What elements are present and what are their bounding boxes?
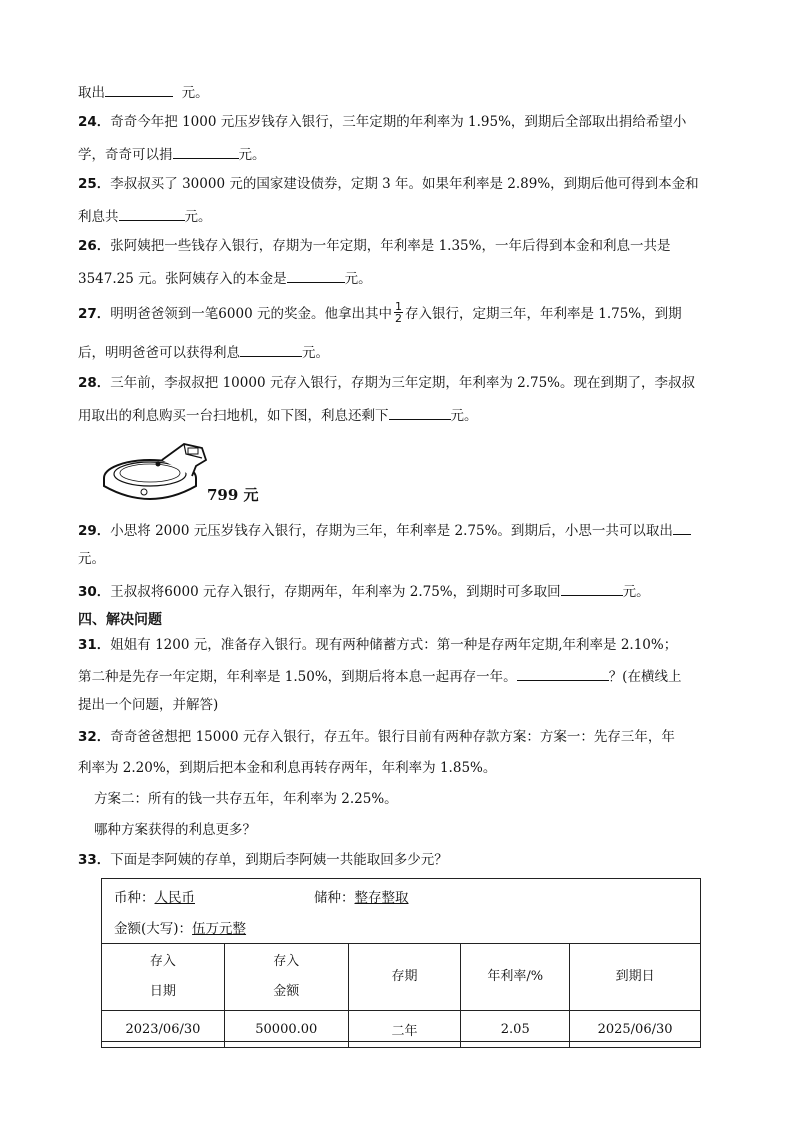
vacuum-price: 799 元 (207, 486, 259, 504)
question-30-line1: 30．王叔叔将6000 元存入银行，存期两年，年利率为 2.75%，到期时可多取回 元。 (78, 581, 650, 601)
deposit-date-cell: 2023/06/30 (102, 1011, 225, 1048)
amount-field: 金额(大写)：伍万元整 (114, 921, 247, 937)
header-deposit-amount: 存入 金额 (224, 944, 348, 1011)
question-31-line1: 31．姐姐有 1200 元，准备存入银行。现有两种储蓄方式：第一种是存两年定期,年利率是 2.10%； (78, 637, 678, 653)
question-33-line1: 33．下面是李阿姨的存单，到期后李阿姨一共能取回多少元？ (78, 852, 448, 868)
q23-continuation: 取出 元。 (78, 82, 209, 102)
question-32-line3: 方案二：所有的钱一共存五年，年利率为 2.25%。 (94, 791, 398, 807)
answer-blank[interactable] (119, 206, 185, 221)
header-rate: 年利率/% (461, 944, 570, 1011)
question-29-line1: 29．小思将 2000 元压岁钱存入银行，存期为三年，年利率是 2.75%。到期后，小思一共可以取出 (78, 520, 691, 540)
robot-vacuum-image (100, 436, 220, 504)
question-25-line2: 利息共 元。 (78, 206, 212, 226)
question-32-line2: 利率为 2.20%，到期后把本金和利息再转存两年，年利率为 1.85%。 (78, 760, 497, 776)
question-27-line2: 后，明明爸爸可以获得利息 元。 (78, 342, 329, 362)
maturity-cell: 2025/06/30 (570, 1011, 701, 1048)
question-32-line4: 哪种方案获得的利息更多？ (94, 822, 256, 838)
answer-blank[interactable] (517, 666, 609, 681)
header-deposit-date: 存入 日期 (102, 944, 225, 1011)
question-27-line1: 27．明明爸爸领到一笔6000 元的奖金。他拿出其中 $\frac{1}{2}$ 存入银行，定期三年，年利率是 1.75%，到期 (78, 300, 682, 325)
deposit-table (101, 943, 701, 1048)
question-29-line2: 元。 (78, 551, 105, 567)
deposit-table-header (102, 944, 701, 1011)
question-28-line1: 28．三年前，李叔叔把 10000 元存入银行，存期为三年定期，年利率为 2.75%。现在到期了，李叔叔 (78, 375, 696, 391)
header-maturity: 到期日 (570, 944, 701, 1011)
rate-cell: 2.05 (461, 1011, 570, 1048)
question-31-line3: 提出一个问题，并解答) (78, 697, 219, 713)
question-26-line2: 3547.25 元。张阿姨存入的本金是 元。 (78, 268, 372, 288)
question-24-line2: 学，奇奇可以捐 元。 (78, 144, 266, 164)
table-row (102, 1011, 701, 1048)
answer-blank[interactable] (173, 144, 239, 159)
question-28-line2: 用取出的利息购买一台扫地机，如下图，利息还剩下 元。 (78, 405, 478, 425)
fraction-one-half: $\frac{1}{2}$ (394, 300, 402, 325)
deposit-amount-cell: 50000.00 (224, 1011, 348, 1048)
question-24-line1: 24．奇奇今年把 1000 元压岁钱存入银行，三年定期的年利率为 1.95%，到期后全部取出捐给希望小 (78, 114, 687, 130)
term-cell: 二年 (348, 1011, 461, 1048)
answer-blank[interactable] (561, 581, 623, 596)
question-25-line1: 25．李叔叔买了 30000 元的国家建设债券，定期 3 年。如果年利率是 2.89%，到期后他可得到本金和 (78, 176, 699, 192)
header-term: 存期 (348, 944, 461, 1011)
answer-blank[interactable] (105, 82, 173, 97)
answer-blank[interactable] (389, 405, 451, 420)
deposit-type-field: 储种：整存整取 (314, 890, 409, 906)
deposit-slip (101, 878, 701, 1042)
currency-field: 币种：人民币 (114, 890, 195, 906)
question-26-line1: 26．张阿姨把一些钱存入银行，存期为一年定期，年利率是 1.35%，一年后得到本金和利息一共是 (78, 238, 671, 254)
question-32-line1: 32．奇奇爸爸想把 15000 元存入银行，存五年。银行目前有两种存款方案：方案一：先存三年，年 (78, 729, 675, 745)
question-31-line2: 第二种是先存一年定期，年利率是 1.50%，到期后将本息一起再存一年。 ？(在横线上 (78, 666, 681, 686)
answer-blank[interactable] (673, 520, 691, 535)
answer-blank[interactable] (240, 342, 302, 357)
section-heading: 四、解决问题 (78, 612, 162, 628)
answer-blank[interactable] (287, 268, 345, 283)
